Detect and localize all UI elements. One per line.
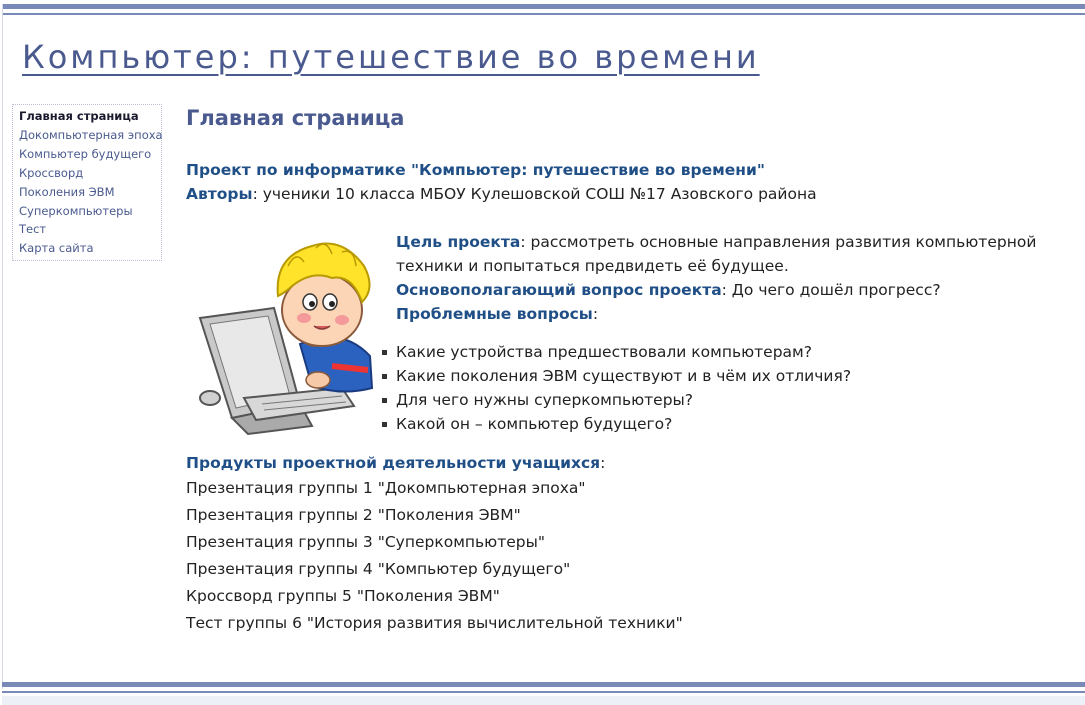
authors-line <box>186 182 817 206</box>
products-heading <box>186 451 683 475</box>
problem-colon: : <box>592 305 599 323</box>
frame-left-line <box>2 4 3 689</box>
product-item: Презентация группы 2 "Поколения ЭВМ" <box>186 506 521 524</box>
sidebar-item-generations[interactable]: Поколения ЭВМ <box>19 184 115 199</box>
product-item: Презентация группы 3 "Суперкомпьютеры" <box>186 533 545 551</box>
bottom-decor-line <box>2 691 1085 693</box>
key-question-text: : До чего дошёл прогресс? <box>721 281 941 299</box>
product-item: Кроссворд группы 5 "Поколения ЭВМ" <box>186 587 500 605</box>
page-title: Главная страница <box>186 106 405 130</box>
problem-label: Проблемные вопросы <box>396 305 593 323</box>
sidebar-item-test[interactable]: Тест <box>19 222 47 237</box>
goal-block <box>396 230 1081 436</box>
site-title-link[interactable]: Компьютер: путешествие во времени <box>22 38 760 76</box>
sidebar-item-supercomputers[interactable]: Суперкомпьютеры <box>19 203 133 218</box>
top-decor-line <box>2 13 1085 15</box>
sidebar-item-home[interactable]: Главная страница <box>19 109 139 123</box>
goal-label: Цель проекта <box>396 233 521 251</box>
footer-strip <box>2 696 1085 705</box>
products-colon: : <box>600 454 606 472</box>
sidebar-item-sitemap[interactable]: Карта сайта <box>19 241 94 256</box>
bottom-decor-bar <box>2 682 1085 687</box>
key-question-label: Основополагающий вопрос проекта <box>396 281 722 299</box>
goal-text: : рассмотреть основные направления развития компьютерной техники и попытаться предвидеть её будущее. <box>396 233 1037 275</box>
authors-text: : ученики 10 класса МБОУ Кулешовской СОШ №17 Азовского района <box>252 185 817 203</box>
sidebar-item-crossword[interactable]: Кроссворд <box>19 165 84 180</box>
problem-questions-list <box>396 340 1081 436</box>
product-item: Презентация группы 4 "Компьютер будущего" <box>186 560 571 578</box>
project-line-text: Проект по информатике "Компьютер: путешествие во времени" <box>186 161 765 179</box>
list-item: Для чего нужны суперкомпьютеры? <box>396 388 1081 412</box>
top-decor-bar <box>2 4 1085 9</box>
main-content <box>186 106 1081 632</box>
products-section <box>186 451 683 637</box>
products-label: Продукты проектной деятельности учащихся <box>186 454 601 472</box>
list-item: Какие устройства предшествовали компьютерам? <box>396 340 1081 364</box>
boy-at-computer-illustration <box>192 226 378 436</box>
sidebar-item-pre-computer-era[interactable]: Докомпьютерная эпоха <box>19 127 163 142</box>
product-item: Презентация группы 1 "Докомпьютерная эпоха" <box>186 479 586 497</box>
goal-line <box>396 230 1081 278</box>
list-item: Какие поколения ЭВМ существуют и в чём их отличия? <box>396 364 1081 388</box>
list-item: Какой он – компьютер будущего? <box>396 412 1081 436</box>
product-item: Тест группы 6 "История развития вычислительной техники" <box>186 614 683 632</box>
sidebar-item-future-computer[interactable]: Компьютер будущего <box>19 146 152 161</box>
authors-label: Авторы <box>186 185 253 203</box>
problem-questions-heading <box>396 302 1081 326</box>
project-line <box>186 158 765 182</box>
sidebar-nav <box>12 104 162 261</box>
key-question-line <box>396 278 1081 302</box>
